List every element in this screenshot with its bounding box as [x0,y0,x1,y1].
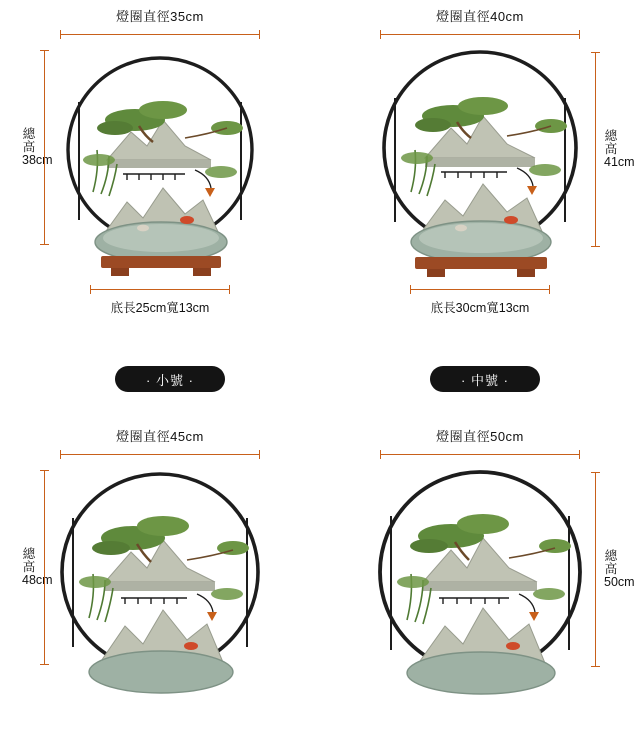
ring-diameter-measure-small [60,30,260,39]
product-cell-large [0,420,320,740]
base-measure-medium [410,285,550,294]
product-image-large [35,462,285,702]
measure-bar [410,289,550,290]
ring-diameter-label-xlarge: 燈圈直徑50cm [436,429,524,444]
size-badge-small[interactable]: · 小號 · [115,366,225,392]
product-cell-medium [320,0,640,320]
product-image-xlarge [355,462,605,702]
base-size-label-small: 底長25cm寬13cm [110,301,210,315]
measure-tick-right [259,30,260,39]
size-badge-medium[interactable]: · 中號 · [430,366,540,392]
base-size-label-medium: 底長30cm寬13cm [430,301,530,315]
measure-tick-right [549,285,550,294]
ring-diameter-label-medium: 燈圈直徑40cm [436,9,524,24]
ring-diameter-measure-xlarge [380,450,580,459]
ring-diameter-measure-medium [380,30,580,39]
product-cell-small [0,0,320,320]
measure-bar [380,454,580,455]
total-height-label-large: 總高48cm [22,547,53,587]
total-height-label-xlarge: 總高50cm [604,549,635,589]
total-height-label-small: 總高38cm [22,127,53,167]
measure-bar [60,34,260,35]
measure-tick-right [579,450,580,459]
measure-bar [60,454,260,455]
ring-diameter-label-small: 燈圈直徑35cm [116,9,204,24]
measure-tick-right [259,450,260,459]
ring-diameter-label-large: 燈圈直徑45cm [116,429,204,444]
total-height-label-medium: 總高41cm [604,129,635,169]
product-image-medium [355,42,605,282]
measure-tick-right [579,30,580,39]
product-image-small [35,42,285,282]
product-cell-xlarge [320,420,640,740]
measure-bar [380,34,580,35]
ring-diameter-measure-large [60,450,260,459]
measure-bar [90,289,230,290]
measure-tick-right [229,285,230,294]
base-measure-small [90,285,230,294]
